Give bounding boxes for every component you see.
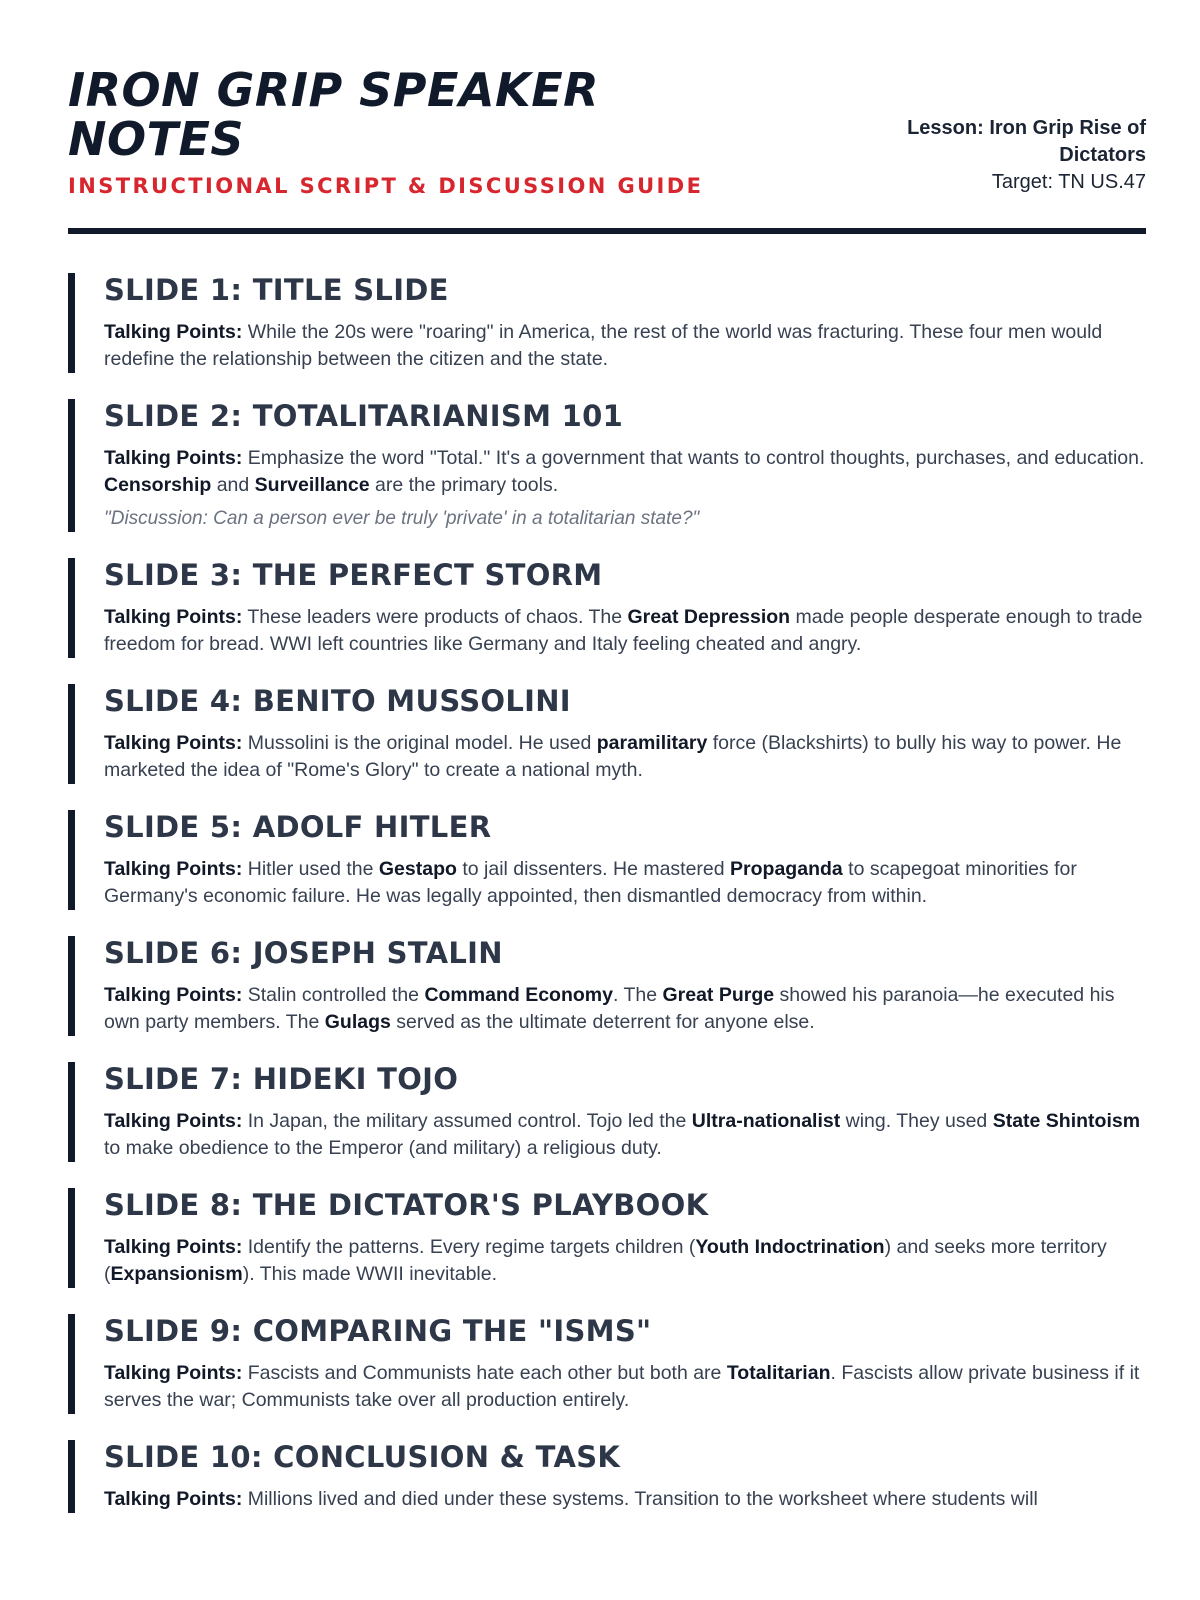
note-text: Stalin controlled the	[247, 984, 425, 1006]
talking-points-label: Talking Points:	[104, 732, 243, 754]
note-text: ) and seeks more territory (	[104, 1236, 1107, 1285]
note-text: Identify the patterns. Every regime targets children (	[247, 1236, 696, 1258]
key-term: Great Purge	[662, 984, 775, 1006]
key-term: paramilitary	[596, 732, 708, 754]
slide-note-10	[68, 1440, 1146, 1513]
talking-points-label: Talking Points:	[104, 1488, 243, 1510]
key-term: Ultra-nationalist	[691, 1110, 841, 1132]
key-term: Great Depression	[627, 606, 791, 628]
key-term: Command Economy	[424, 984, 613, 1006]
note-text: to make obedience to the Emperor (and military) a religious duty.	[104, 1137, 662, 1159]
key-term: State Shintoism	[992, 1110, 1141, 1132]
key-term: Surveillance	[254, 474, 370, 496]
talking-points	[104, 319, 1146, 373]
talking-points-label: Talking Points:	[104, 1236, 243, 1258]
note-text: Millions lived and died under these systems. Transition to the worksheet where students will	[247, 1488, 1038, 1510]
note-text: ). This made WWII inevitable.	[242, 1263, 498, 1285]
note-text: Emphasize the word "Total." It's a government that wants to control thoughts, purchases, and education.	[247, 447, 1145, 469]
slide-title: SLIDE 4: BENITO MUSSOLINI	[104, 684, 571, 718]
talking-points	[104, 1234, 1146, 1288]
slide-title: SLIDE 10: CONCLUSION & TASK	[104, 1440, 621, 1474]
talking-points	[104, 445, 1146, 499]
speaker-notes-page	[68, 63, 1146, 1539]
talking-points-label: Talking Points:	[104, 1110, 243, 1132]
key-term: Propaganda	[730, 858, 843, 880]
talking-points	[104, 1486, 1146, 1513]
slide-note-4	[68, 684, 1146, 784]
talking-points	[104, 730, 1146, 784]
slide-title: SLIDE 8: THE DICTATOR'S PLAYBOOK	[104, 1188, 709, 1222]
note-text: Fascists and Communists hate each other but both are	[247, 1362, 727, 1384]
slide-note-9	[68, 1314, 1146, 1414]
slide-title: SLIDE 2: TOTALITARIANISM 101	[104, 399, 624, 433]
slide-title: SLIDE 3: THE PERFECT STORM	[104, 558, 603, 592]
talking-points-label: Talking Points:	[104, 1362, 243, 1384]
note-text: Mussolini is the original model. He used	[247, 732, 597, 754]
note-text: . Fascists allow private business if it serves the war; Communists take over all production entirely.	[104, 1362, 1140, 1411]
talking-points-label: Talking Points:	[104, 321, 243, 343]
talking-points	[104, 604, 1146, 658]
note-text: to scapegoat minorities for Germany's economic failure. He was legally appointed, then dismantled democracy from within.	[104, 858, 1077, 907]
slide-note-3	[68, 558, 1146, 658]
slide-note-7	[68, 1062, 1146, 1162]
note-text: and	[211, 474, 255, 496]
note-text: Hitler used the	[247, 858, 379, 880]
slide-title: SLIDE 5: ADOLF HITLER	[104, 810, 492, 844]
note-text: force (Blackshirts) to bully his way to power. He marketed the idea of "Rome's Glory" to create a national myth.	[104, 732, 1122, 781]
note-text: are the primary tools.	[369, 474, 559, 496]
note-text: to jail dissenters. He mastered	[456, 858, 731, 880]
talking-points	[104, 982, 1146, 1036]
note-text: served as the ultimate deterrent for anyone else.	[390, 1011, 815, 1033]
lesson-name: Lesson: Iron Grip Rise of Dictators	[907, 117, 1146, 166]
page-title: IRON GRIP SPEAKER NOTES	[68, 63, 600, 166]
key-term: Gestapo	[378, 858, 457, 880]
note-text: In Japan, the military assumed control. Tojo led the	[247, 1110, 692, 1132]
note-text: . The	[612, 984, 663, 1006]
header-divider	[68, 228, 1146, 234]
slide-title: SLIDE 6: JOSEPH STALIN	[104, 936, 503, 970]
key-term: Gulags	[324, 1011, 391, 1033]
note-text: wing. They used	[840, 1110, 993, 1132]
slide-note-8	[68, 1188, 1146, 1288]
slide-note-2	[68, 399, 1146, 532]
note-text: showed his paranoia—he executed his own party members. The	[104, 984, 1115, 1033]
note-text: These leaders were products of chaos. The	[247, 606, 628, 628]
title-block	[68, 63, 704, 198]
talking-points-label: Talking Points:	[104, 447, 243, 469]
lesson-meta	[896, 115, 1146, 198]
note-text: made people desperate enough to trade freedom for bread. WWI left countries like Germany and Italy feeling cheated and angry.	[104, 606, 1143, 655]
key-term: Censorship	[104, 474, 212, 496]
slide-title: SLIDE 9: COMPARING THE "ISMS"	[104, 1314, 652, 1348]
talking-points	[104, 856, 1146, 910]
discussion-prompt: "Discussion: Can a person ever be truly 'private' in a totalitarian state?"	[104, 508, 700, 529]
slide-note-6	[68, 936, 1146, 1036]
key-term: Youth Indoctrination	[695, 1236, 885, 1258]
talking-points-label: Talking Points:	[104, 606, 243, 628]
slide-note-5	[68, 810, 1146, 910]
key-term: Expansionism	[110, 1263, 243, 1285]
talking-points-label: Talking Points:	[104, 858, 243, 880]
target-standard: Target: TN US.47	[991, 171, 1146, 193]
slide-note-1	[68, 273, 1146, 373]
slide-notes-list	[68, 273, 1146, 1513]
slide-title: SLIDE 1: TITLE SLIDE	[104, 273, 449, 307]
talking-points-label: Talking Points:	[104, 984, 243, 1006]
key-term: Totalitarian	[726, 1362, 831, 1384]
talking-points	[104, 1108, 1146, 1162]
header	[68, 63, 1146, 198]
talking-points	[104, 1360, 1146, 1414]
page-subtitle: INSTRUCTIONAL SCRIPT & DISCUSSION GUIDE	[68, 174, 704, 198]
note-text: While the 20s were "roaring" in America, the rest of the world was fracturing. These four men would redefine the relationship between the citizen and the state.	[104, 321, 1103, 370]
slide-title: SLIDE 7: HIDEKI TOJO	[104, 1062, 459, 1096]
